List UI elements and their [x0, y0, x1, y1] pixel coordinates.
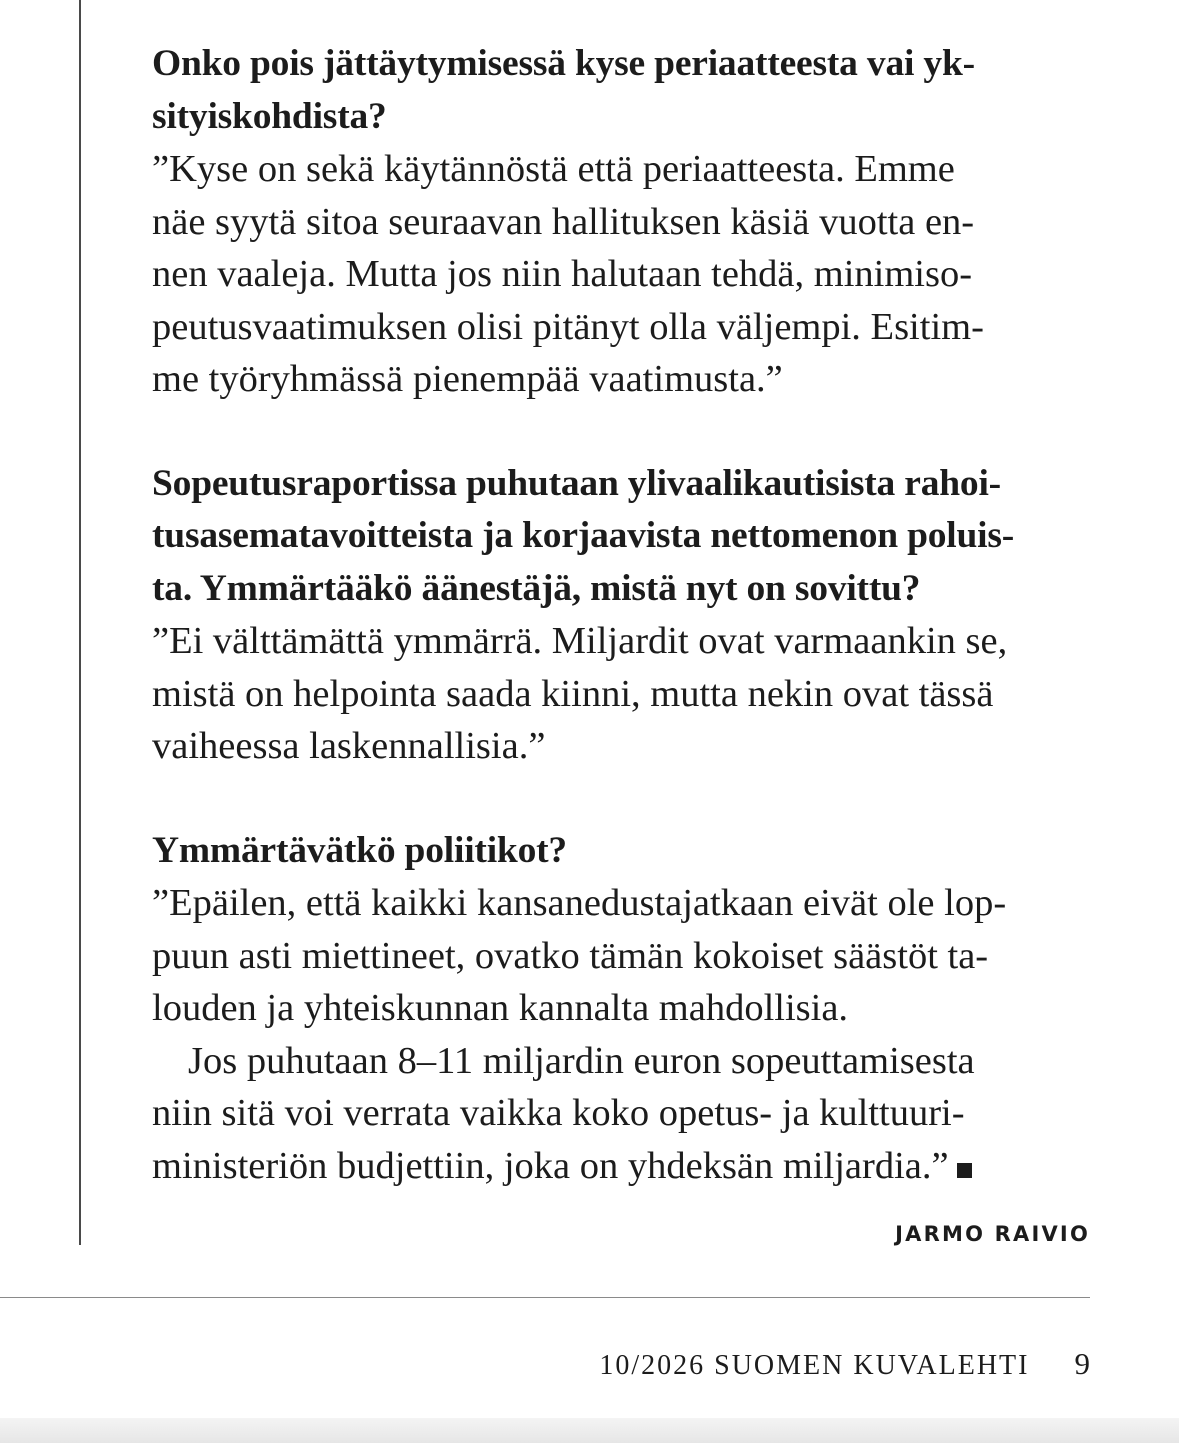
question-line: Ymmärtävätkö poliitikot?	[152, 829, 567, 871]
answer-line: ”Kyse on sekä käytännöstä että periaatteesta. Emme	[152, 148, 955, 190]
answer-line: mistä on helpointa saada kiinni, mutta nekin ovat tässä	[152, 672, 994, 715]
answer-line: peutusvaatimuksen olisi pitänyt olla väljempi. Esitim-	[152, 305, 984, 348]
answer-line-last	[152, 1140, 1090, 1193]
answer-line: ”Epäilen, että kaikki kansanedustajatkaan eivät ole lop-	[152, 882, 1007, 924]
answer-line: me työryhmässä pienempää vaatimusta.”	[152, 358, 783, 400]
question-3	[152, 825, 1090, 878]
answer-line-text: ministeriön budjettiin, joka on yhdeksän miljardia.”	[152, 1144, 949, 1187]
answer-line: puun asti miettineet, ovatko tämän kokoiset säästöt ta-	[152, 934, 989, 977]
answer-line: näe syytä sitoa seuraavan hallituksen käsiä vuotta en-	[152, 200, 975, 243]
question-line: tusasematavoitteista ja korjaavista nettomenon poluis-	[152, 515, 1015, 556]
question-line: Sopeutusraportissa puhutaan ylivaalikautisista rahoi-	[152, 462, 1001, 504]
question-line: sityiskohdista?	[152, 95, 387, 137]
answer-line: nen vaaleja. Mutta jos niin halutaan tehdä, minimiso-	[152, 253, 973, 295]
answer-line: Jos puhutaan 8–11 miljardin euron sopeuttamisesta	[188, 1039, 975, 1082]
end-mark-icon	[957, 1163, 972, 1178]
question-line: Onko pois jättäytymisessä kyse periaatteesta vai yk-	[152, 43, 975, 84]
question-1	[152, 38, 1090, 143]
answer-2	[152, 615, 1090, 773]
qa-section-1	[152, 38, 1090, 406]
answer-line: louden ja yhteiskunnan kannalta mahdollisia.	[152, 987, 849, 1029]
answer-line: niin sitä voi verrata vaikka koko opetus- ja kulttuuri-	[152, 1092, 965, 1134]
answer-line: ”Ei välttämättä ymmärrä. Miljardit ovat varmaankin se,	[152, 620, 1008, 662]
column-divider	[79, 0, 81, 1245]
viewer-bottom-bar	[0, 1418, 1179, 1443]
issue-number: 10/2026	[599, 1350, 706, 1381]
qa-section-2	[152, 458, 1090, 773]
magazine-name: SUOMEN KUVALEHTI	[714, 1350, 1030, 1381]
page-number: 9	[1074, 1346, 1090, 1381]
page-footer	[599, 1346, 1090, 1382]
byline: JARMO RAIVIO	[895, 1222, 1090, 1246]
question-line: ta. Ymmärtääkö äänestäjä, mistä nyt on sovittu?	[152, 567, 921, 609]
footer-divider	[0, 1297, 1090, 1298]
question-2	[152, 458, 1090, 616]
qa-section-3	[152, 825, 1090, 1193]
answer-1	[152, 143, 1090, 406]
answer-line: vaiheessa laskennallisia.”	[152, 725, 546, 767]
answer-3	[152, 877, 1090, 1035]
interview-article	[152, 38, 1090, 1192]
answer-3-paragraph-2	[152, 1035, 1090, 1193]
